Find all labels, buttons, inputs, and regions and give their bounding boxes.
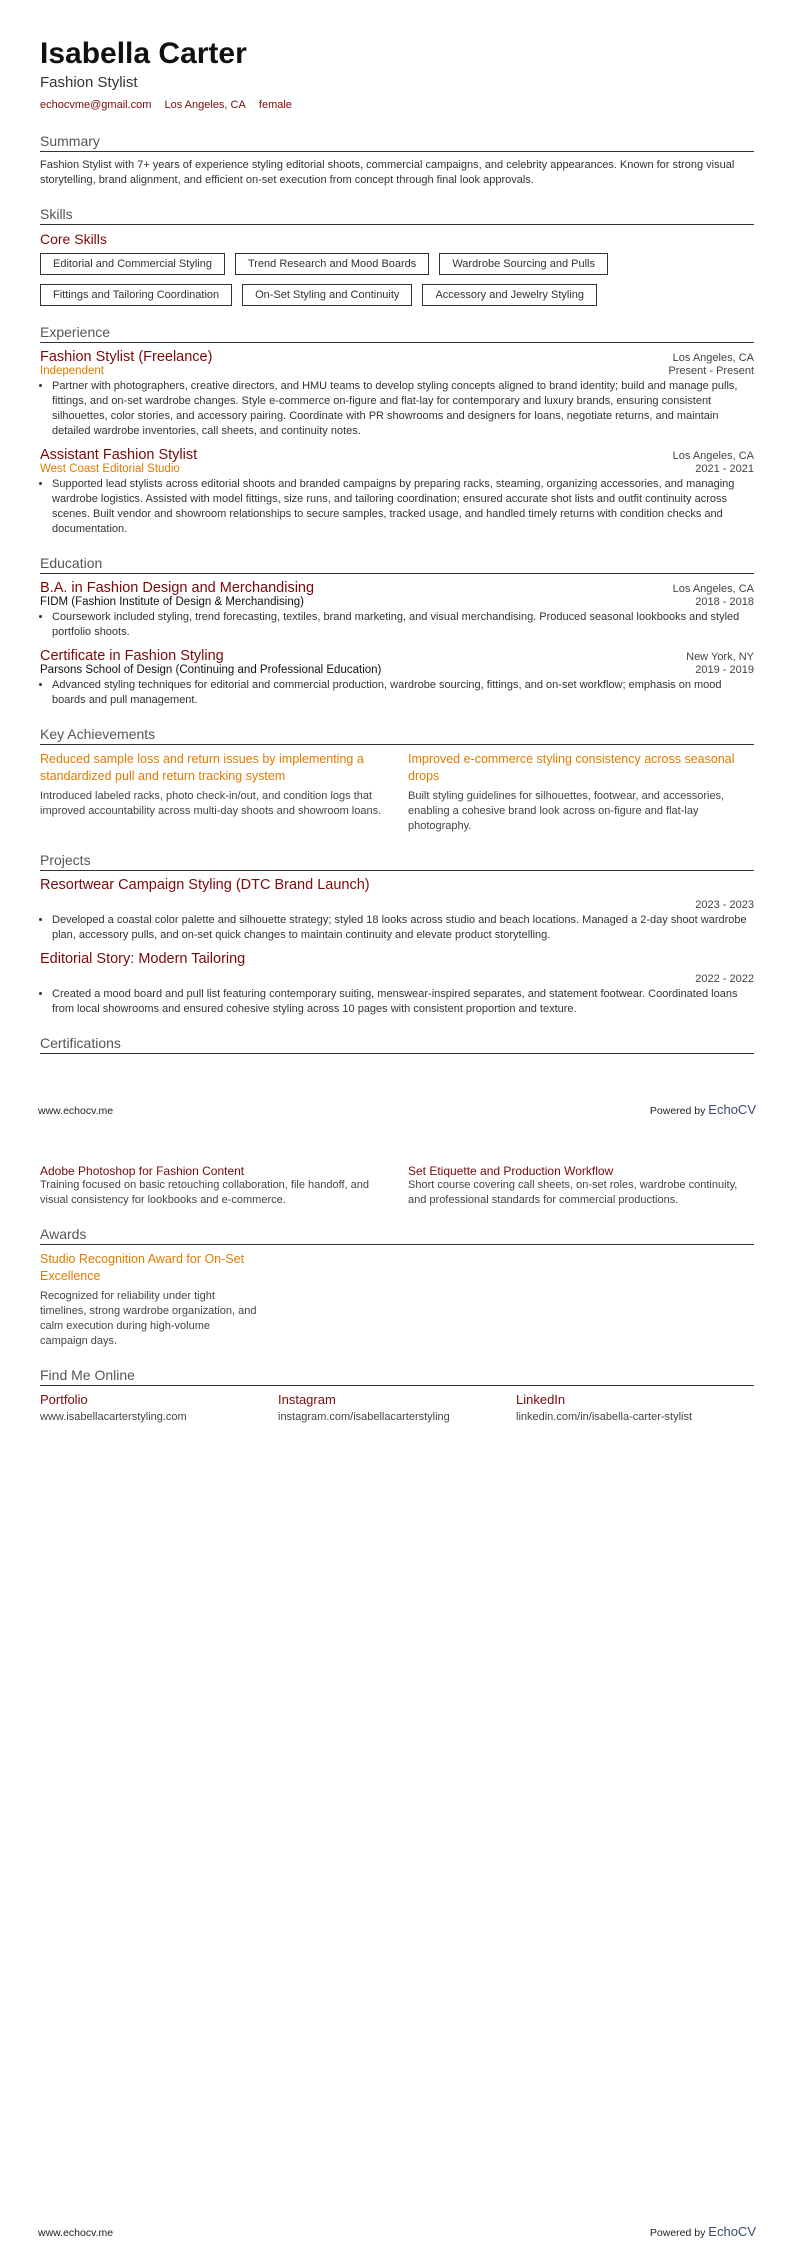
email-link[interactable]: echocvme@gmail.com: [40, 99, 152, 111]
page-footer: [38, 2224, 756, 2239]
certification-item: [40, 1164, 386, 1208]
section-title-achievements: Key Achievements: [40, 726, 754, 745]
achievements-section: [40, 726, 754, 834]
job-bullet: • Partner with photographers, creative directors, and HMU teams to develop styling concepts aligned to brand identity; build and manage pulls, fittings, and on-set wardrobe changes. Style e-commerce on-figure and flat-lay for contemporary and luxury brands, ensuring consistent silhouettes, color stories, and accessory pairing. Coordinate with PR showrooms and designers for loans, negotiate returns, and maintain detailed wardrobe inventories, call sheets, and continuity notes.: [52, 379, 754, 439]
education-section: [40, 555, 754, 708]
school-location: New York, NY: [686, 651, 754, 663]
linkedin-link[interactable]: linkedin.com/in/isabella-carter-stylist: [516, 1411, 693, 1423]
powered-by: [650, 1102, 756, 1117]
section-title-online: Find Me Online: [40, 1367, 754, 1386]
online-item-instagram: [278, 1392, 516, 1423]
skill-tag: On-Set Styling and Continuity: [242, 284, 412, 306]
skill-tag: Trend Research and Mood Boards: [235, 253, 429, 275]
education-bullet: • Coursework included styling, trend forecasting, textiles, brand marketing, and visual merchandising. Produced seasonal lookbooks and styled portfolio shoots.: [52, 610, 754, 640]
school-location: Los Angeles, CA: [672, 583, 754, 595]
project-entry: [40, 951, 754, 1017]
certifications-section: [40, 1035, 754, 1054]
achievement-title: Improved e-commerce styling consistency across seasonal drops: [408, 752, 735, 783]
online-item-portfolio: [40, 1392, 278, 1423]
awards-section: [40, 1226, 754, 1349]
skills-list: [40, 253, 754, 306]
school-name: FIDM (Fashion Institute of Design & Merchandising): [40, 596, 304, 608]
project-dates: 2022 - 2022: [695, 973, 754, 985]
project-title: Editorial Story: Modern Tailoring: [40, 951, 246, 967]
degree-title: Certificate in Fashion Styling: [40, 648, 224, 664]
certification-text: Training focused on basic retouching collaboration, file handoff, and visual consistency for lookbooks and e-commerce.: [40, 1179, 369, 1206]
candidate-role: Fashion Stylist: [40, 74, 138, 91]
section-title-experience: Experience: [40, 324, 754, 343]
experience-section: [40, 324, 754, 537]
employer: West Coast Editorial Studio: [40, 463, 180, 475]
degree-title: B.A. in Fashion Design and Merchandising: [40, 580, 315, 596]
employer: Independent: [40, 365, 104, 377]
projects-section: [40, 852, 754, 1017]
skill-tag: Wardrobe Sourcing and Pulls: [439, 253, 608, 275]
online-label: LinkedIn: [516, 1392, 566, 1407]
job-bullet: • Supported lead stylists across editorial shoots and branded campaigns by preparing racks, steaming, organizing accessories, and managing wardrobe logistics. Assisted with model fittings, size runs, and tailoring coordination; ensured accurate shot lists and outfit continuity across scenes. Built vendor and showroom relationships to secure samples, tracked usage, and handled timely returns with condition checks and documentation.: [52, 477, 754, 537]
contact-line: [40, 99, 754, 111]
school-name: Parsons School of Design (Continuing and Professional Education): [40, 664, 382, 676]
job-location: Los Angeles, CA: [672, 450, 754, 462]
job-title: Assistant Fashion Stylist: [40, 447, 198, 463]
award-title: Studio Recognition Award for On-Set Excellence: [40, 1252, 245, 1283]
powered-by: [650, 2224, 756, 2239]
achievement-item: [40, 751, 386, 834]
instagram-link[interactable]: instagram.com/isabellacarterstyling: [278, 1411, 450, 1423]
certification-title: Adobe Photoshop for Fashion Content: [40, 1164, 245, 1178]
echocv-logo[interactable]: EchoCV: [708, 1102, 756, 1117]
achievement-text: Built styling guidelines for silhouettes, footwear, and accessories, enabling a cohesive brand look across on-figure and flat-lay photography.: [408, 790, 725, 832]
online-label: Portfolio: [40, 1392, 88, 1407]
achievement-text: Introduced labeled racks, photo check-in/out, and condition logs that improved accountability across multi-day shoots and showroom loans.: [40, 790, 382, 817]
section-title-skills: Skills: [40, 206, 754, 225]
skills-section: [40, 206, 754, 306]
gender-text: female: [258, 99, 292, 111]
job-dates: Present - Present: [668, 365, 754, 377]
skill-tag: Accessory and Jewelry Styling: [422, 284, 597, 306]
education-entry: [40, 648, 754, 708]
echocv-logo[interactable]: EchoCV: [708, 2224, 756, 2239]
resume-page: [40, 36, 754, 1060]
powered-by-label: Powered by: [649, 2227, 706, 2239]
section-title-education: Education: [40, 555, 754, 574]
project-entry: [40, 877, 754, 943]
section-title-awards: Awards: [40, 1226, 754, 1245]
achievement-title: Reduced sample loss and return issues by implementing a standardized pull and return tracking system: [40, 752, 364, 783]
online-item-linkedin: [516, 1392, 754, 1423]
portfolio-link[interactable]: www.isabellacarterstyling.com: [40, 1411, 187, 1423]
certification-title: Set Etiquette and Production Workflow: [408, 1164, 614, 1178]
summary-text: Fashion Stylist with 7+ years of experience styling editorial shoots, commercial campaigns, and celebrity appearances. Known for strong visual storytelling, brand alignment, and efficient on-set execution from concept through final look approvals.: [40, 159, 735, 186]
project-title: Resortwear Campaign Styling (DTC Brand Launch): [40, 877, 370, 893]
footer-site-link[interactable]: www.echocv.me: [38, 1105, 114, 1117]
job-location: Los Angeles, CA: [672, 352, 754, 364]
job-dates: 2021 - 2021: [695, 463, 754, 475]
summary-section: [40, 133, 754, 188]
powered-by-label: Powered by: [649, 1105, 706, 1117]
experience-entry: [40, 447, 754, 537]
certifications-list: [40, 1164, 754, 1208]
award-text: Recognized for reliability under tight timelines, strong wardrobe organization, and calm execution during high-volume campaign days.: [40, 1290, 257, 1347]
online-section: [40, 1367, 754, 1423]
project-dates: 2023 - 2023: [695, 899, 754, 911]
resume-page-continued: [40, 1164, 754, 1423]
education-dates: 2018 - 2018: [695, 596, 754, 608]
certification-text: Short course covering call sheets, on-set roles, wardrobe continuity, and professional standards for commercial productions.: [408, 1179, 738, 1206]
page-footer: [38, 1102, 756, 1117]
experience-entry: [40, 349, 754, 439]
education-entry: [40, 580, 754, 640]
job-title: Fashion Stylist (Freelance): [40, 349, 213, 365]
candidate-name: Isabella Carter: [40, 37, 247, 70]
achievement-item: [408, 751, 754, 834]
project-bullet: • Created a mood board and pull list featuring contemporary suiting, menswear-inspired separates, and statement footwear. Coordinated loans from local showrooms and ensured cohesive styling across 10 pages with consistent proportion and texture.: [52, 987, 754, 1017]
skill-tag: Fittings and Tailoring Coordination: [40, 284, 232, 306]
core-skills-title: Core Skills: [40, 231, 107, 247]
section-title-projects: Projects: [40, 852, 754, 871]
education-bullet: • Advanced styling techniques for editorial and commercial production, wardrobe sourcing, fittings, and on-set workflow; emphasis on mood boards and pull management.: [52, 678, 754, 708]
certification-item: [408, 1164, 754, 1208]
footer-site-link[interactable]: www.echocv.me: [38, 2227, 114, 2239]
section-title-summary: Summary: [40, 133, 754, 152]
project-bullet: • Developed a coastal color palette and silhouette strategy; styled 18 looks across studio and beach locations. Managed a 2-day shoot wardrobe plan, accessory pulls, and on-set quick changes to maintain continuity and elevate product storytelling.: [52, 913, 754, 943]
section-title-certifications: Certifications: [40, 1035, 754, 1054]
online-label: Instagram: [278, 1392, 336, 1407]
location-text: Los Angeles, CA: [164, 99, 246, 111]
skill-tag: Editorial and Commercial Styling: [40, 253, 225, 275]
education-dates: 2019 - 2019: [695, 664, 754, 676]
